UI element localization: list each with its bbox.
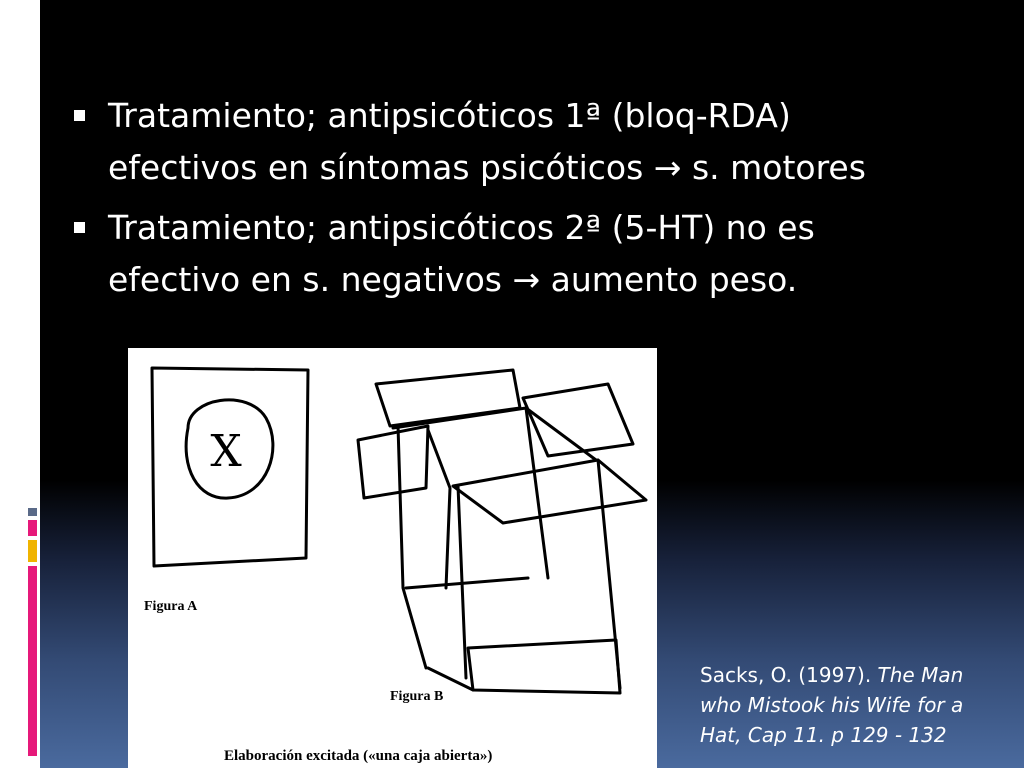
citation-title-3: Hat, Cap 11. p 129 - 132 xyxy=(700,723,947,747)
citation xyxy=(700,660,1000,750)
figure-b-front-top xyxy=(453,460,646,523)
bullet-item xyxy=(70,202,970,306)
citation-title-1: The Man xyxy=(877,663,964,687)
figure-b-top-lid xyxy=(376,370,520,426)
figure-b-label: Figura B xyxy=(390,689,444,704)
bullet-line: Tratamiento; antipsicóticos 2ª (5-HT) no es xyxy=(108,208,815,247)
accent-stripe-pink xyxy=(28,520,37,536)
bullet-line: efectivos en síntomas psicóticos → s. motores xyxy=(108,148,866,187)
accent-stripe-yellow xyxy=(28,540,37,562)
citation-author: Sacks, O. (1997). xyxy=(700,663,878,687)
bullet-line: efectivo en s. negativos → aumento peso. xyxy=(108,260,798,299)
figure-b-left-lid xyxy=(358,426,428,498)
bullet-item xyxy=(70,90,970,194)
figure-b-bottom-face xyxy=(468,640,620,693)
bullet-line: Tratamiento; antipsicóticos 1ª (bloq-RDA) xyxy=(108,96,791,135)
figure-caption: Elaboración excitada («una caja abierta») xyxy=(224,748,493,764)
figure-b-lower-line xyxy=(406,578,528,588)
drawing-svg xyxy=(128,348,657,768)
figure-a-label: Figura A xyxy=(144,599,198,614)
bullet-list xyxy=(70,90,970,314)
figure-b-left-edge xyxy=(398,426,426,668)
accent-stripe-pink-long xyxy=(28,566,37,756)
citation-title-2: who Mistook his Wife for a xyxy=(700,693,964,717)
square-bullet-icon xyxy=(74,222,85,233)
accent-stripe-slate xyxy=(28,508,37,516)
figure-b-middle-edge xyxy=(428,430,450,588)
figure-a-letter: X xyxy=(210,426,242,477)
square-bullet-icon xyxy=(74,110,85,121)
drawing-figure xyxy=(128,348,657,768)
